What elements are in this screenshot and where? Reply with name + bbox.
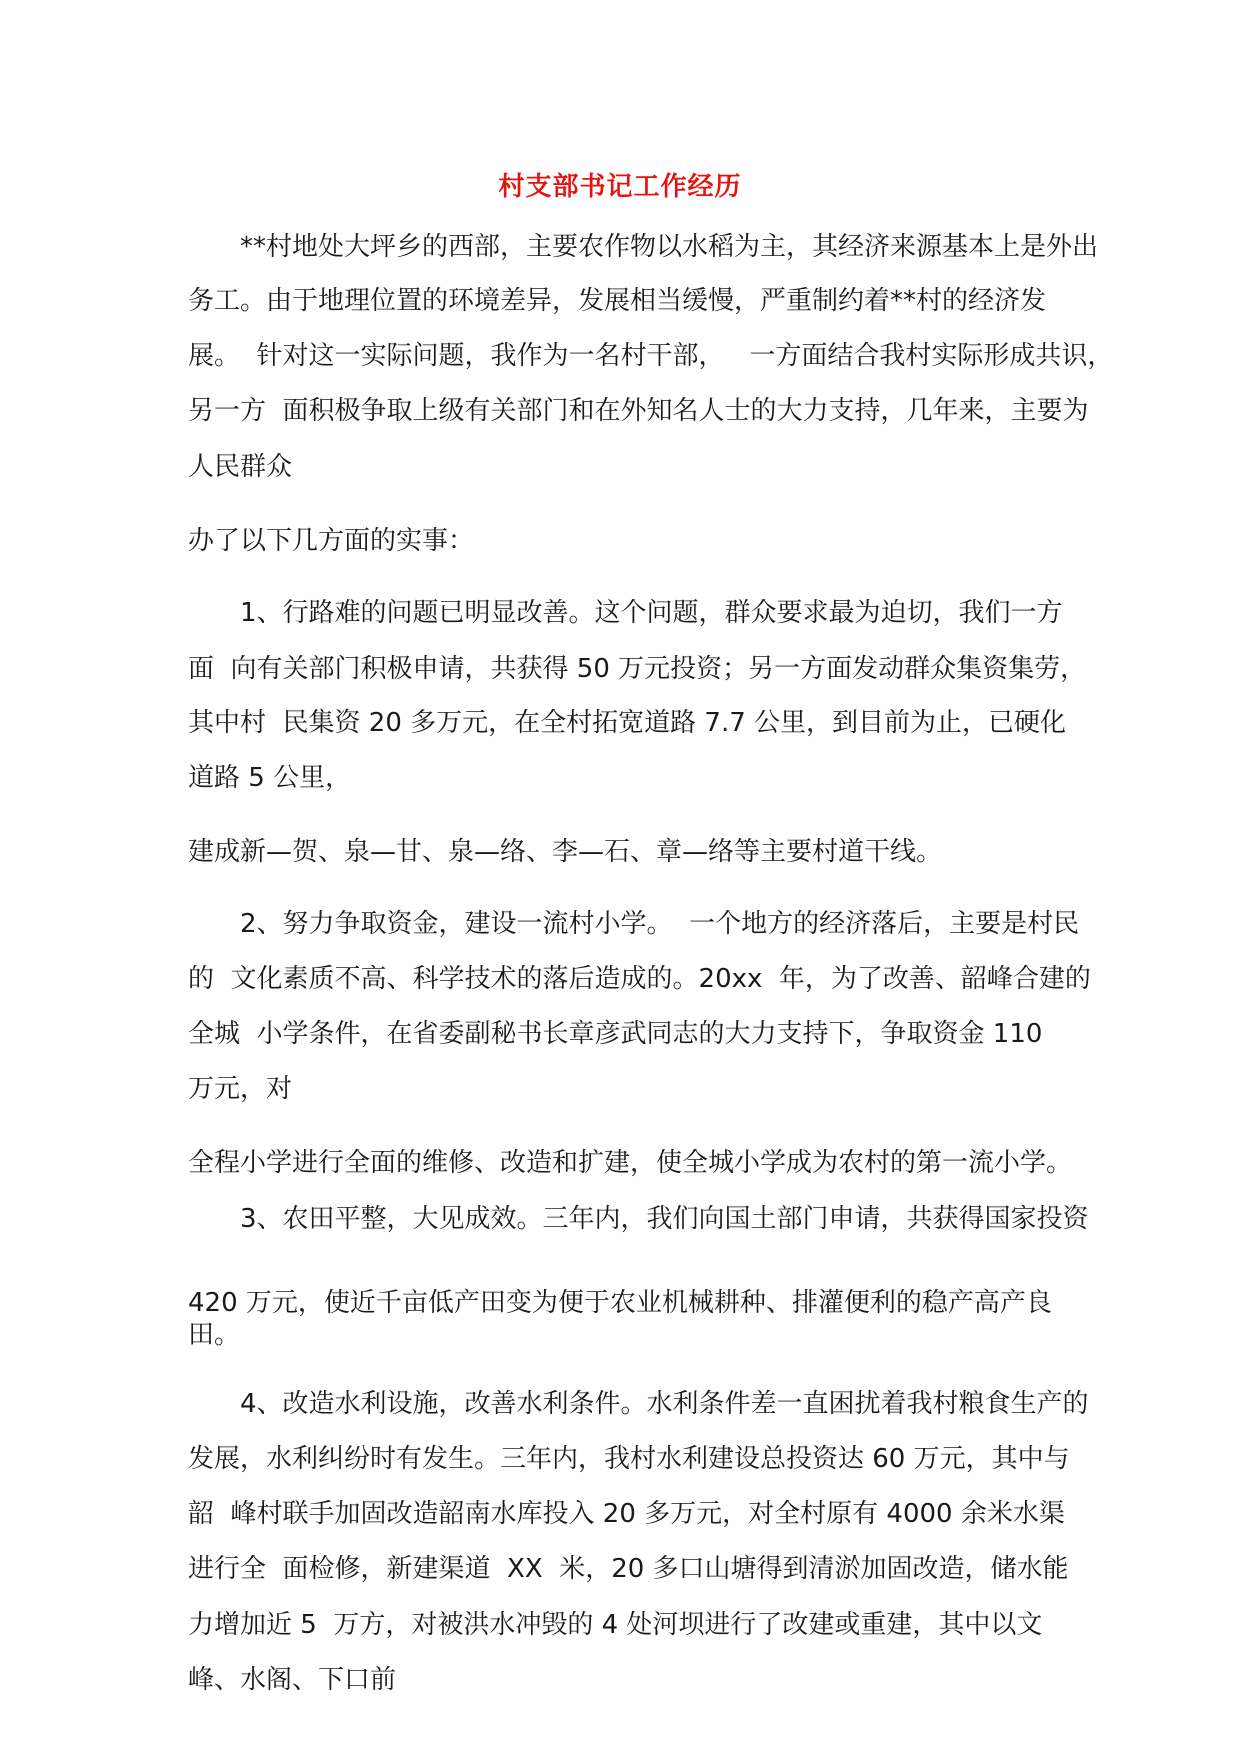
paragraph-line: 进行全 面检修，新建渠道 XX 米，20 多口山塘得到清淤加固改造，储水能 [188,1554,1069,1584]
paragraph-line: 面 向有关部门积极申请，共获得 50 万元投资；另一方面发动群众集资集劳， [188,654,1087,684]
paragraph-line: 另一方 面积极争取上级有关部门和在外知名人士的大力支持，几年来，主要为 [188,396,1089,426]
paragraph-line: 全程小学进行全面的维修、改造和扩建，使全城小学成为农村的第一流小学。 [188,1148,1073,1178]
paragraph-line: 4、改造水利设施，改善水利条件。水利条件差一直困扰着我村粮食生产的 [188,1389,1089,1419]
paragraph-line: 田。 [188,1320,241,1350]
paragraph-line: 万元，对 [188,1074,293,1104]
paragraph-line: 建成新—贺、泉—甘、泉—络、李—石、章—络等主要村道干线。 [188,837,943,867]
paragraph-line: 全城 小学条件，在省委副秘书长章彦武同志的大力支持下，争取资金 110 [188,1019,1043,1049]
paragraph-line: 道路 5 公里， [188,763,352,793]
paragraph-line: 韶 峰村联手加固改造韶南水库投入 20 多万元，对全村原有 4000 余米水渠 [188,1499,1065,1529]
paragraph-line: 办了以下几方面的实事： [188,526,475,556]
paragraph-line: 1、行路难的问题已明显改善。这个问题，群众要求最为迫切，我们一方 [188,598,1063,628]
paragraph-line: 人民群众 [188,452,293,482]
document-title: 村支部书记工作经历 [498,172,742,202]
paragraph-line: 展。 针对这一实际问题，我作为一名村干部， 一方面结合我村实际形成共识， [188,341,1114,371]
paragraph-line: 3、农田平整，大见成效。三年内，我们向国土部门申请，共获得国家投资 [188,1204,1089,1234]
paragraph-line: 的 文化素质不高、科学技术的落后造成的。20xx 年，为了改善、韶峰合建的 [188,964,1091,994]
paragraph-line: 2、努力争取资金，建设一流村小学。 一个地方的经济落后，主要是村民 [188,909,1080,939]
paragraph-line: 峰、水阁、下口前 [188,1665,397,1695]
paragraph-line: 发展，水利纠纷时有发生。三年内，我村水利建设总投资达 60 万元，其中与 [188,1444,1070,1474]
paragraph-line: 力增加近 5 万方，对被洪水冲毁的 4 处河坝进行了改建或重建，其中以文 [188,1610,1043,1640]
paragraph-line: 420 万元，使近千亩低产田变为便于农业机械耕种、排灌便利的稳产高产良 [188,1288,1052,1318]
paragraph-line: 务工。由于地理位置的环境差异，发展相当缓慢，严重制约着**村的经济发 [188,286,1047,316]
paragraph-line: **村地处大坪乡的西部，主要农作物以水稻为主，其经济来源基本上是外出 [188,232,1099,262]
paragraph-line: 其中村 民集资 20 多万元，在全村拓宽道路 7.7 公里，到目前为止，已硬化 [188,708,1067,738]
